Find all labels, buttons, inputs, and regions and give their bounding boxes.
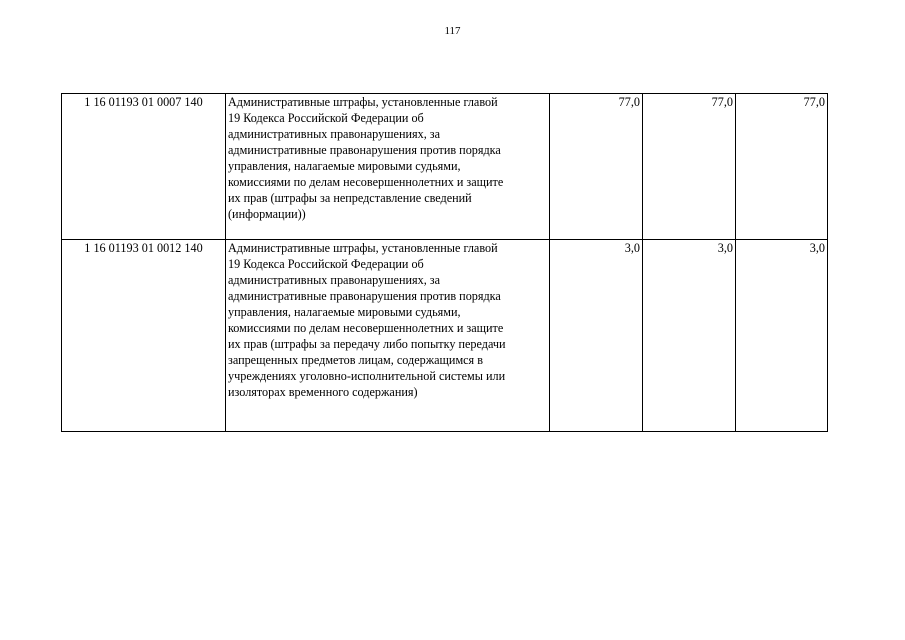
description-line: управления, налагаемые мировыми судьями,: [228, 159, 461, 173]
amount-cell: 77,0: [643, 94, 736, 240]
amount-cell: 3,0: [643, 240, 736, 432]
amount-cell: 77,0: [550, 94, 643, 240]
budget-table: [61, 93, 828, 432]
budget-code-cell: 1 16 01193 01 0007 140: [62, 94, 226, 240]
amount-cell: 77,0: [736, 94, 828, 240]
description-line: административных правонарушениях, за: [228, 273, 441, 287]
description-cell: [226, 240, 550, 432]
description-line: комиссиями по делам несовершеннолетних и защите: [228, 321, 504, 335]
description-line: их прав (штрафы за передачу либо попытку передачи: [228, 337, 506, 351]
description-cell: [226, 94, 550, 240]
description-line: комиссиями по делам несовершеннолетних и защите: [228, 175, 504, 189]
page-number: 117: [444, 25, 461, 37]
description-line: административных правонарушениях, за: [228, 127, 441, 141]
description-line: их прав (штрафы за непредставление сведений: [228, 191, 472, 205]
table-row: [62, 240, 828, 432]
description-line: 19 Кодекса Российской Федерации об: [228, 111, 424, 125]
description-line: Административные штрафы, установленные главой: [228, 241, 498, 255]
description-line: управления, налагаемые мировыми судьями,: [228, 305, 461, 319]
description-line: административные правонарушения против порядка: [228, 289, 501, 303]
description-line: изоляторах временного содержания): [228, 385, 418, 399]
description-line: 19 Кодекса Российской Федерации об: [228, 257, 424, 271]
budget-code-cell: 1 16 01193 01 0012 140: [62, 240, 226, 432]
description-line: Административные штрафы, установленные главой: [228, 95, 498, 109]
amount-cell: 3,0: [550, 240, 643, 432]
description-line: запрещенных предметов лицам, содержащимся в: [228, 353, 483, 367]
table-row: [62, 94, 828, 240]
description-line: учреждениях уголовно-исполнительной системы или: [228, 369, 506, 383]
description-line: административные правонарушения против порядка: [228, 143, 501, 157]
description-line: (информации)): [228, 207, 306, 221]
amount-cell: 3,0: [736, 240, 828, 432]
